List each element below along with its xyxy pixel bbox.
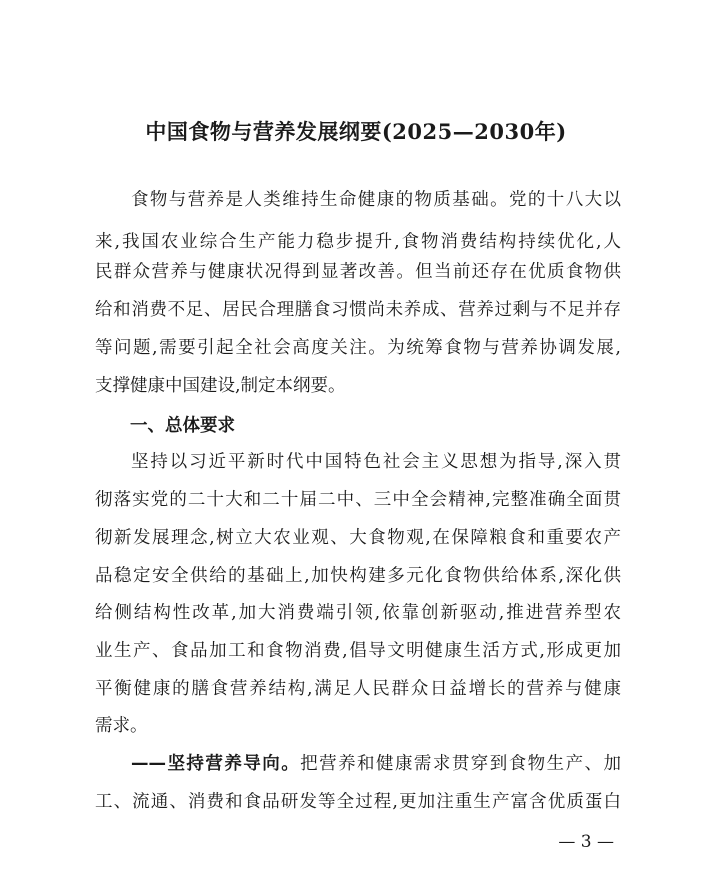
paragraph-3-line-1 <box>131 754 621 774</box>
section-heading-general-requirements: 一、总体要求 <box>130 416 235 436</box>
paragraph-1-line-6: 支撑健康中国建设,制定本纲要。 <box>95 376 346 396</box>
paragraph-2-line-2: 彻落实党的二十大和二十届二中、三中全会精神,完整准确全面贯 <box>95 490 621 510</box>
paragraph-1-line-2: 来,我国农业综合生产能力稳步提升,食物消费结构持续优化,人 <box>95 232 621 252</box>
paragraph-2-line-1: 坚持以习近平新时代中国特色社会主义思想为指导,深入贯 <box>131 452 621 472</box>
document-title: 中国食物与营养发展纲要(2025—2030年) <box>145 119 567 144</box>
paragraph-2-line-8: 需求。 <box>95 716 148 736</box>
paragraph-3-line-2: 工、流通、消费和食品研发等全过程,更加注重生产富含优质蛋白 <box>95 792 621 812</box>
paragraph-1-line-5: 等问题,需要引起全社会高度关注。为统筹食物与营养协调发展, <box>95 338 621 358</box>
paragraph-1-line-1: 食物与营养是人类维持生命健康的物质基础。党的十八大以 <box>131 190 621 210</box>
paragraph-3-line-1-text: 把营养和健康需求贯穿到食物生产、加 <box>300 754 622 774</box>
paragraph-2-line-7: 平衡健康的膳食营养结构,满足人民群众日益增长的营养与健康 <box>95 679 621 699</box>
paragraph-2-line-5: 给侧结构性改革,加大消费端引领,依靠创新驱动,推进营养型农 <box>95 603 621 623</box>
paragraph-1-line-4: 给和消费不足、居民合理膳食习惯尚未养成、营养过剩与不足并存 <box>95 300 621 320</box>
paragraph-2-line-6: 业生产、食品加工和食物消费,倡导文明健康生活方式,形成更加 <box>95 641 621 661</box>
paragraph-2-line-4: 品稳定安全供给的基础上,加快构建多元化食物供给体系,深化供 <box>95 566 621 586</box>
page-number: — 3 — <box>558 832 614 852</box>
paragraph-1-line-3: 民群众营养与健康状况得到显著改善。但当前还存在优质食物供 <box>95 262 621 282</box>
paragraph-2-line-3: 彻新发展理念,树立大农业观、大食物观,在保障粮食和重要农产 <box>95 528 621 548</box>
paragraph-3-lead: ——坚持营养导向。 <box>131 754 301 774</box>
